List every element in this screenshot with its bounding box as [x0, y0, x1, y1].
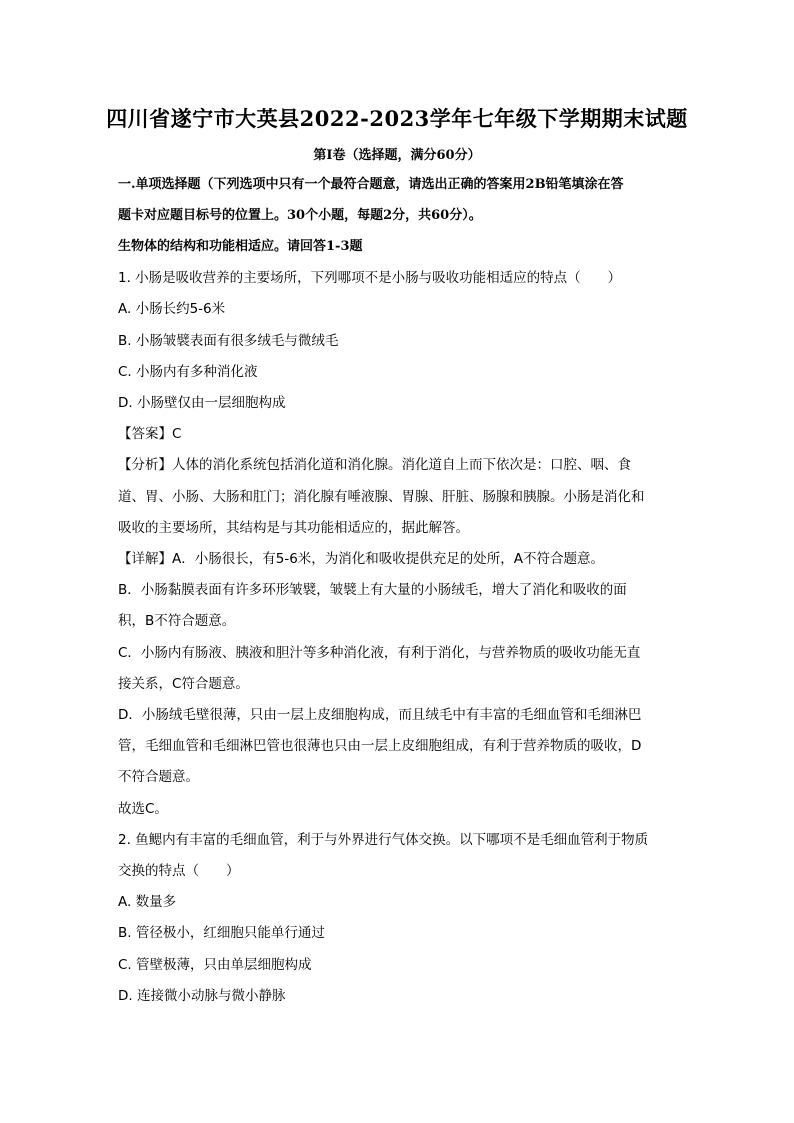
q2-option-d: D. 连接微小动脉与微小静脉 [118, 988, 286, 1004]
q1-analysis-line2: 道、胃、小肠、大肠和肛门；消化腺有唾液腺、胃腺、肝脏、肠腺和胰腺。小肠是消化和 [118, 489, 645, 505]
q1-detail-line2: B．小肠黏膜表面有许多环形皱襞，皱襞上有大量的小肠绒毛，增大了消化和吸收的面 [118, 582, 627, 598]
q1-detail-line7: 管，毛细血管和毛细淋巴管也很薄也只由一层上皮细胞组成，有利于营养物质的吸收，D [118, 738, 642, 754]
document-title: 四川省遂宁市大英县2022-2023学年七年级下学期期末试题 [106, 106, 688, 131]
q1-analysis-line1: 【分析】人体的消化系统包括消化道和消化腺。消化道自上而下依次是：口腔、咽、食 [118, 457, 631, 473]
q2-stem-line1: 2. 鱼鳃内有丰富的毛细血管，利于与外界进行气体交换。以下哪项不是毛细血管利于物质 [118, 832, 649, 848]
q1-option-d: D. 小肠壁仅由一层细胞构成 [118, 395, 286, 411]
section-heading-line1: 一.单项选择题（下列选项中只有一个最符合题意，请选出正确的答案用2B铅笔填涂在答 [118, 177, 624, 192]
q1-stem: 1. 小肠是吸收营养的主要场所，下列哪项不是小肠与吸收功能相适应的特点（ ） [118, 270, 622, 286]
q1-option-b: B. 小肠皱襞表面有很多绒毛与微绒毛 [118, 333, 339, 349]
q1-conclusion: 故选C。 [118, 801, 168, 817]
q1-detail-line8: 不符合题意。 [118, 769, 199, 785]
q1-detail-line4: C．小肠内有肠液、胰液和胆汁等多种消化液，有利于消化，与营养物质的吸收功能无直 [118, 645, 641, 661]
q2-stem-line2: 交换的特点（ ） [118, 863, 240, 879]
section-heading-line2: 题卡对应题目标号的位置上。30个小题，每题2分，共60分）。 [118, 208, 482, 223]
q1-detail-line1: 【详解】A．小肠很长，有5-6米，为消化和吸收提供充足的处所，A不符合题意。 [118, 551, 605, 567]
q1-detail-line3: 积，B不符合题意。 [118, 613, 236, 629]
q1-analysis-line3: 吸收的主要场所，其结构是与其功能相适应的，据此解答。 [118, 520, 469, 536]
q1-detail-line5: 接关系，C符合题意。 [118, 676, 249, 692]
q2-option-b: B. 管径极小，红细胞只能单行通过 [118, 925, 325, 941]
q2-option-a: A. 数量多 [118, 894, 177, 910]
section-subtitle: 第Ⅰ卷（选择题，满分60分） [313, 148, 481, 163]
q1-answer: 【答案】C [118, 426, 182, 442]
q1-option-a: A. 小肠长约5-6米 [118, 301, 226, 317]
q1-option-c: C. 小肠内有多种消化液 [118, 364, 258, 380]
group-intro: 生物体的结构和功能相适应。请回答1-3题 [118, 239, 363, 254]
q1-detail-line6: D．小肠绒毛壁很薄，只由一层上皮细胞构成，而且绒毛中有丰富的毛细血管和毛细淋巴 [118, 707, 642, 723]
q2-option-c: C. 管壁极薄，只由单层细胞构成 [118, 957, 312, 973]
